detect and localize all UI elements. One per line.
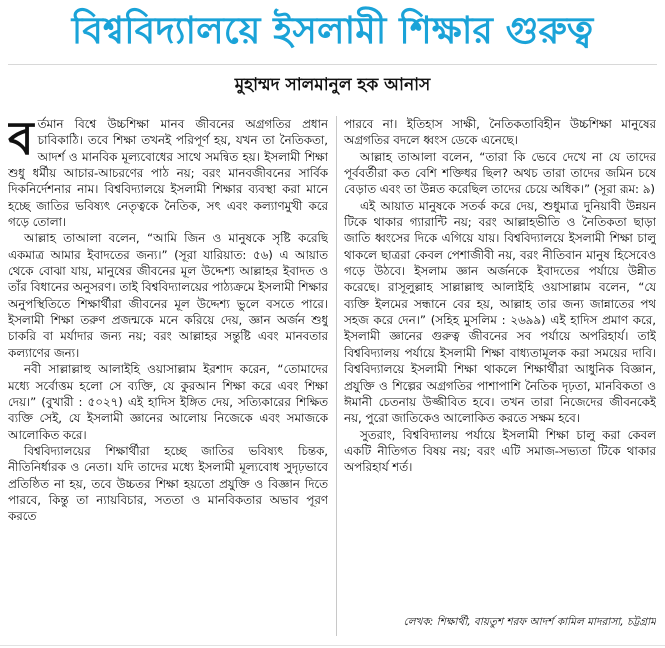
author-credit: লেখক: শিক্ষার্থী, বায়তুশ শরফ আদর্শ কামিল মাদরাসা, চট্টগ্রাম bbox=[403, 616, 656, 628]
article-paragraph: সুতরাং, বিশ্ববিদ্যালয় পর্যায়ে ইসলামী শিক্ষা চালু করা কেবল একটি নীতিগত বিষয় নয়; বরং এটি সমাজ-সভ্যতা টিকে থাকার অপরিহার্য শর্ত। bbox=[344, 427, 656, 475]
article-byline: মুহাম্মদ সালমানুল হক আনাস bbox=[234, 75, 431, 95]
article-paragraph: এই আয়াত মানুষকে সতর্ক করে দেয়, শুধুমাত্র দুনিয়াবী উন্নয়ন টিকে থাকার গ্যারান্টি নয়; বরং আল্লাহভীতি ও নৈতিকতা ছাড়া জাতি ধ্বংসের দিকে এগিয়ে যায়। বিশ্ববিদ্যালয়ে ইসলামী শিক্ষা চালু থাকলে ছাত্ররা কেবল পেশাজীবী নয়, বরং নীতিবান মানুষ হিসেবেও গড়ে উঠবে। ইসলাম জ্ঞান অর্জনকে ইবাদতের পর্যায়ে উন্নীত করেছে। রাসূলুল্লাহ সাল্লাল্লাহু আলাইহি ওয়াসাল্লাম বলেন, “যে ব্যক্তি ইলমের সন্ধানে বের হয়, আল্লাহ তার জন্য জান্নাতের পথ সহজ করে দেন।” (সহিহ মুসলিম : ২৬৯৯) এই হাদিস প্রমাণ করে, ইসলামী জ্ঞানের গুরুত্ব জীবনের সব পর্যায়ে অপরিহার্য। তাই বিশ্ববিদ্যালয় পর্যায়ে ইসলামী শিক্ষা বাধ্যতামূলক করা সময়ের দাবি। বিশ্ববিদ্যালয়ে ইসলামী শিক্ষা থাকলে শিক্ষার্থীরা আধুনিক বিজ্ঞান, প্রযুক্তি ও শিল্পের অগ্রগতির পাশাপাশি নৈতিক দৃঢ়তা, মানবিকতা ও ঈমানী চেতনায় উজ্জীবিত হবে। তখন তারা নিজেদের জীবনকেই নয়, পুরো জাতিকেও আলোকিত করতে সক্ষম হবে। bbox=[344, 198, 656, 426]
article-paragraph: বিশ্ববিদ্যালয়ের শিক্ষার্থীরা হচ্ছে জাতির ভবিষ্যৎ চিন্তক, নীতিনির্ধারক ও নেতা। যদি তাদের মধ্যে ইসলামী মূল্যবোধ সুদৃঢ়ভাবে প্রতিষ্ঠিত না হয়, তবে উচ্চতর শিক্ষা হয়তো প্রযুক্তি ও বিজ্ঞান দিতে পারবে, কিন্তু তা ন্যায়বিচার, সততা ও মানবিকতার অভাব পূরণ করতে bbox=[8, 443, 328, 524]
article-headline: বিশ্ববিদ্যালয়ে ইসলামী শিক্ষার গুরুত্ব bbox=[71, 9, 594, 52]
article-column-right bbox=[344, 116, 656, 628]
article-paragraph: আল্লাহ তাআলা বলেন, “তারা কি ভেবে দেখে না যে তাদের পূর্ববর্তীরা কত বেশি শক্তিধর ছিল? অথচ তারা তাদের জমিন চষে বেড়াত এবং তা উন্নত করেছিল তাদের চেয়ে অধিক।” (সূরা রূম: ৯) bbox=[344, 149, 656, 197]
article-paragraph bbox=[8, 116, 328, 230]
paragraph-text: র্তমান বিশ্বে উচ্চশিক্ষা মানব জীবনের অগ্রগতির প্রধান চাবিকাঠি। তবে শিক্ষা তখনই পরিপূর্ণ হয়, যখন তা নৈতিকতা, আদর্শ ও মানবিক মূল্যবোধের সাথে সমন্বিত হয়। ইসলামী শিক্ষা শুধু ধর্মীয় আচার-আচরণের পাঠ নয়; বরং মানবজীবনের সার্বিক দিকনির্দেশনার নাম। বিশ্ববিদ্যালয়ে ইসলামী শিক্ষার ব্যবস্থা করা মানে হচ্ছে জাতির ভবিষ্যৎ নেতৃত্বকে নৈতিক, সৎ এবং কল্যাণমুখী করে গড়ে তোলা। bbox=[8, 117, 328, 230]
article-paragraph: পারবে না। ইতিহাস সাক্ষী, নৈতিকতাবিহীন উচ্চশিক্ষা মানুষের অগ্রগতির বদলে ধ্বংস ডেকে এনেছে। bbox=[344, 117, 656, 148]
bottom-rule bbox=[0, 645, 665, 646]
drop-cap: ব bbox=[8, 116, 34, 165]
headline-divider bbox=[8, 64, 657, 65]
article-column-left bbox=[8, 116, 328, 644]
column-divider bbox=[336, 116, 337, 636]
article-paragraph: নবী সাল্লাল্লাহু আলাইহি ওয়াসাল্লাম ইরশাদ করেন, “তোমাদের মধ্যে সর্বোত্তম হলো সে ব্যক্তি, যে কুরআন শিক্ষা করে এবং শিক্ষা দেয়।” (বুখারী : ৫০২৭) এই হাদিস ইঙ্গিত দেয়, সত্যিকারের শিক্ষিত ব্যক্তি সেই, যে ইসলামী জ্ঞানের আলোয় নিজেকে এবং সমাজকে আলোকিত করে। bbox=[8, 362, 328, 442]
article-paragraph: আল্লাহ তাআলা বলেন, “আমি জিন ও মানুষকে সৃষ্টি করেছি একমাত্র আমার ইবাদতের জন্য।” (সূরা যারিয়াত: ৫৬) এ আয়াত থেকে বোঝা যায়, মানুষের জীবনের মূল উদ্দেশ্য আল্লাহর ইবাদত ও তাঁর বিধানের অনুসরণ। তাই বিশ্ববিদ্যালয়ের পাঠ্যক্রমে ইসলামী শিক্ষার অনুপস্থিতিতে শিক্ষার্থীরা জীবনের মূল উদ্দেশ্য ভুলে বসতে পারে। ইসলামী শিক্ষা তরুণ প্রজন্মকে মনে করিয়ে দেয়, জ্ঞান অর্জন শুধু চাকরি বা মর্যাদার জন্য নয়; বরং আল্লাহর সন্তুষ্টি এবং মানবতার কল্যাণের জন্য। bbox=[8, 231, 328, 360]
